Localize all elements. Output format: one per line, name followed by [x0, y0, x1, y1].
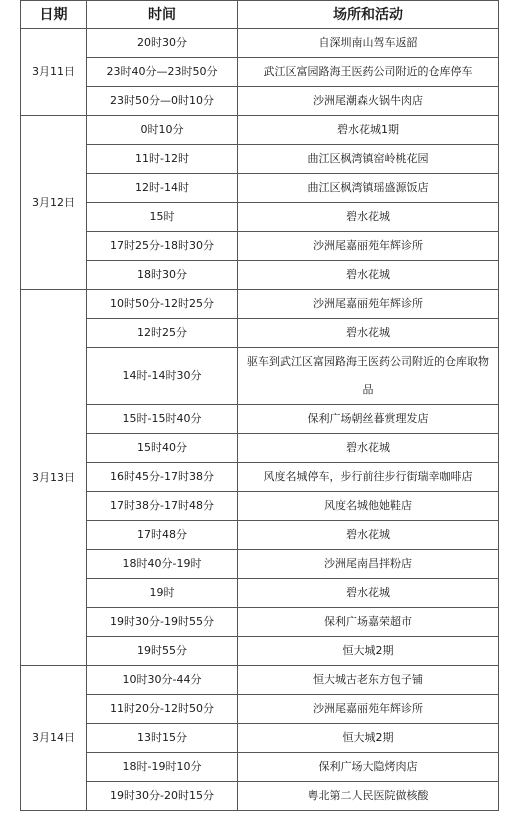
table-row: [21, 492, 499, 521]
place-cell: 保利广场大隐烤肉店: [238, 753, 499, 782]
table-row: [21, 695, 499, 724]
time-cell: 20时30分: [87, 29, 238, 58]
table-row: [21, 550, 499, 579]
table-row: [21, 579, 499, 608]
time-cell: 12时25分: [87, 319, 238, 348]
time-cell: 19时30分-19时55分: [87, 608, 238, 637]
date-cell: 3月11日: [21, 29, 87, 116]
place-cell: 曲江区枫湾镇窑岭桃花园: [238, 145, 499, 174]
table-row: [21, 232, 499, 261]
place-cell: 自深圳南山驾车返韶: [238, 29, 499, 58]
table-row: [21, 608, 499, 637]
header-time: 时间: [87, 1, 238, 29]
time-cell: 17时38分-17时48分: [87, 492, 238, 521]
place-cell: 粤北第二人民医院做核酸: [238, 782, 499, 811]
place-cell: 驱车到武江区富园路海王医药公司附近的仓库取物品: [238, 348, 499, 405]
time-cell: 23时40分—23时50分: [87, 58, 238, 87]
place-cell: 风度名城停车，步行前往步行街瑞幸咖啡店: [238, 463, 499, 492]
table-row: [21, 666, 499, 695]
time-cell: 12时-14时: [87, 174, 238, 203]
time-cell: 16时45分-17时38分: [87, 463, 238, 492]
table-row: [21, 29, 499, 58]
date-cell: 3月14日: [21, 666, 87, 811]
date-cell: 3月13日: [21, 290, 87, 666]
table-body: [21, 29, 499, 811]
place-cell: 沙洲尾嘉丽苑年辉诊所: [238, 695, 499, 724]
place-cell: 碧水花城: [238, 579, 499, 608]
place-cell: 沙洲尾潮森火锅牛肉店: [238, 87, 499, 116]
time-cell: 10时30分-44分: [87, 666, 238, 695]
table-row: [21, 434, 499, 463]
table-row: [21, 753, 499, 782]
time-cell: 19时55分: [87, 637, 238, 666]
place-cell: 曲江区枫湾镇瑶盛源饭店: [238, 174, 499, 203]
place-cell: 碧水花城: [238, 261, 499, 290]
place-cell: 碧水花城: [238, 319, 499, 348]
place-cell: 恒大城2期: [238, 724, 499, 753]
place-cell: 恒大城古老东方包子铺: [238, 666, 499, 695]
table-row: [21, 203, 499, 232]
table-row: [21, 261, 499, 290]
time-cell: 18时40分-19时: [87, 550, 238, 579]
table-row: [21, 58, 499, 87]
place-cell: 保利广场朝丝暮赏理发店: [238, 405, 499, 434]
place-cell: 武江区富园路海王医药公司附近的仓库停车: [238, 58, 499, 87]
place-cell: 碧水花城: [238, 521, 499, 550]
time-cell: 15时: [87, 203, 238, 232]
header-date: 日期: [21, 1, 87, 29]
time-cell: 14时-14时30分: [87, 348, 238, 405]
time-cell: 0时10分: [87, 116, 238, 145]
table-row: [21, 637, 499, 666]
itinerary-table: [20, 0, 499, 811]
time-cell: 13时15分: [87, 724, 238, 753]
table-row: [21, 116, 499, 145]
table-row: [21, 782, 499, 811]
time-cell: 17时48分: [87, 521, 238, 550]
place-cell: 保利广场嘉荣超市: [238, 608, 499, 637]
time-cell: 10时50分-12时25分: [87, 290, 238, 319]
time-cell: 11时20分-12时50分: [87, 695, 238, 724]
place-cell: 沙洲尾嘉丽苑年辉诊所: [238, 232, 499, 261]
time-cell: 19时30分-20时15分: [87, 782, 238, 811]
time-cell: 15时-15时40分: [87, 405, 238, 434]
time-cell: 15时40分: [87, 434, 238, 463]
header-place: 场所和活动: [238, 1, 499, 29]
table-row: [21, 405, 499, 434]
time-cell: 19时: [87, 579, 238, 608]
place-cell: 碧水花城: [238, 203, 499, 232]
table-row: [21, 348, 499, 405]
table-row: [21, 145, 499, 174]
time-cell: 23时50分—0时10分: [87, 87, 238, 116]
table-row: [21, 724, 499, 753]
date-cell: 3月12日: [21, 116, 87, 290]
table-row: [21, 290, 499, 319]
place-cell: 碧水花城: [238, 434, 499, 463]
table-row: [21, 463, 499, 492]
place-cell: 沙洲尾嘉丽苑年辉诊所: [238, 290, 499, 319]
time-cell: 11时-12时: [87, 145, 238, 174]
table-row: [21, 521, 499, 550]
table-row: [21, 174, 499, 203]
place-cell: 碧水花城1期: [238, 116, 499, 145]
time-cell: 18时-19时10分: [87, 753, 238, 782]
table-row: [21, 319, 499, 348]
place-cell: 恒大城2期: [238, 637, 499, 666]
place-cell: 风度名城他她鞋店: [238, 492, 499, 521]
table-row: [21, 87, 499, 116]
place-cell: 沙洲尾南昌拌粉店: [238, 550, 499, 579]
header-row: [21, 1, 499, 29]
time-cell: 17时25分-18时30分: [87, 232, 238, 261]
time-cell: 18时30分: [87, 261, 238, 290]
table-header: [21, 1, 499, 29]
